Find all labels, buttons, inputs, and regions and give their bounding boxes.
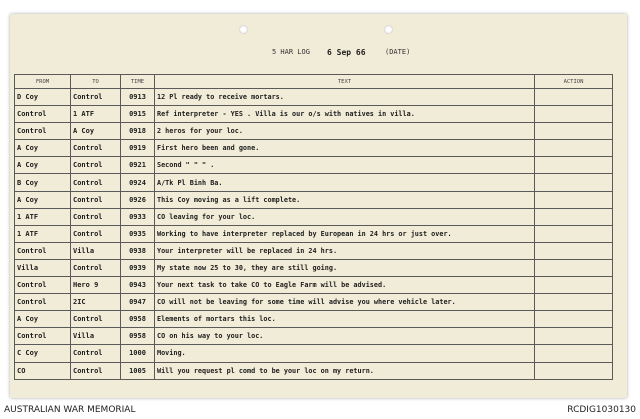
log-body <box>15 89 613 380</box>
log-cell-to: Control <box>71 345 121 362</box>
log-cell-action <box>535 208 613 225</box>
log-cell-text: Will you request pl comd to be your loc on my return. <box>155 362 535 379</box>
log-cell-action <box>535 362 613 379</box>
log-cell-from: Control <box>15 294 71 311</box>
log-cell-to: Control <box>71 362 121 379</box>
log-cell-from: Villa <box>15 259 71 276</box>
log-cell-text: This Coy moving as a lift complete. <box>155 191 535 208</box>
log-cell-time: 0933 <box>121 208 155 225</box>
punch-hole <box>384 25 393 34</box>
log-row <box>15 311 613 328</box>
log-cell-from: 1 ATF <box>15 225 71 242</box>
log-row <box>15 259 613 276</box>
log-cell-text: First hero been and gone. <box>155 140 535 157</box>
log-cell-from: CO <box>15 362 71 379</box>
log-cell-text: Your interpreter will be replaced in 24 hrs. <box>155 242 535 259</box>
log-cell-action <box>535 106 613 123</box>
log-cell-time: 1005 <box>121 362 155 379</box>
log-cell-text: Moving. <box>155 345 535 362</box>
log-cell-to: A Coy <box>71 123 121 140</box>
log-cell-text: A/Tk Pl Binh Ba. <box>155 174 535 191</box>
log-cell-time: 0938 <box>121 242 155 259</box>
log-cell-text: Working to have interpreter replaced by European in 24 hrs or just over. <box>155 225 535 242</box>
log-cell-time: 0924 <box>121 174 155 191</box>
log-cell-time: 0915 <box>121 106 155 123</box>
log-row <box>15 89 613 106</box>
log-header-row <box>15 75 613 89</box>
punch-hole <box>239 25 248 34</box>
log-cell-action <box>535 345 613 362</box>
log-cell-time: 0921 <box>121 157 155 174</box>
log-cell-from: Control <box>15 277 71 294</box>
log-row <box>15 123 613 140</box>
log-row <box>15 345 613 362</box>
log-title: 5 HAR LOG <box>272 48 310 56</box>
log-row <box>15 362 613 379</box>
log-cell-from: A Coy <box>15 191 71 208</box>
column-header-action: ACTION <box>535 75 613 89</box>
log-cell-time: 0958 <box>121 328 155 345</box>
log-row <box>15 277 613 294</box>
log-row <box>15 294 613 311</box>
log-row <box>15 328 613 345</box>
log-cell-to: 1 ATF <box>71 106 121 123</box>
log-cell-from: A Coy <box>15 157 71 174</box>
log-cell-action <box>535 225 613 242</box>
footer-id: RCDIG1030130 <box>567 405 636 415</box>
log-cell-text: CO will not be leaving for some time will advise you where vehicle later. <box>155 294 535 311</box>
log-cell-time: 0943 <box>121 277 155 294</box>
log-cell-from: D Coy <box>15 89 71 106</box>
log-cell-to: Control <box>71 311 121 328</box>
log-cell-action <box>535 157 613 174</box>
log-cell-text: Second " " " . <box>155 157 535 174</box>
log-row <box>15 242 613 259</box>
log-cell-to: Villa <box>71 242 121 259</box>
log-cell-to: Control <box>71 140 121 157</box>
column-header-to: TO <box>71 75 121 89</box>
log-cell-to: Control <box>71 208 121 225</box>
log-row <box>15 225 613 242</box>
log-cell-text: CO on his way to your loc. <box>155 328 535 345</box>
log-cell-to: Control <box>71 259 121 276</box>
log-date-value: 6 Sep 66 <box>327 48 366 57</box>
log-cell-text: Your next task to take CO to Eagle Farm will be advised. <box>155 277 535 294</box>
log-row <box>15 140 613 157</box>
log-cell-action <box>535 89 613 106</box>
log-cell-from: Control <box>15 123 71 140</box>
log-cell-text: 2 heros for your loc. <box>155 123 535 140</box>
log-cell-time: 0913 <box>121 89 155 106</box>
log-cell-action <box>535 140 613 157</box>
log-cell-text: CO leaving for your loc. <box>155 208 535 225</box>
log-cell-action <box>535 328 613 345</box>
column-header-from: FROM <box>15 75 71 89</box>
log-cell-to: Hero 9 <box>71 277 121 294</box>
log-cell-from: A Coy <box>15 311 71 328</box>
log-cell-time: 1000 <box>121 345 155 362</box>
log-cell-to: Villa <box>71 328 121 345</box>
log-cell-time: 0919 <box>121 140 155 157</box>
log-cell-action <box>535 277 613 294</box>
log-row <box>15 174 613 191</box>
log-cell-action <box>535 242 613 259</box>
log-cell-from: 1 ATF <box>15 208 71 225</box>
log-cell-text: 12 Pl ready to receive mortars. <box>155 89 535 106</box>
log-cell-to: 2IC <box>71 294 121 311</box>
log-cell-text: Elements of mortars this loc. <box>155 311 535 328</box>
log-row <box>15 191 613 208</box>
log-cell-from: B Coy <box>15 174 71 191</box>
log-cell-action <box>535 259 613 276</box>
log-cell-to: Control <box>71 191 121 208</box>
log-cell-from: A Coy <box>15 140 71 157</box>
log-cell-to: Control <box>71 157 121 174</box>
log-cell-from: Control <box>15 242 71 259</box>
log-cell-action <box>535 174 613 191</box>
log-row <box>15 157 613 174</box>
log-cell-to: Control <box>71 174 121 191</box>
log-cell-time: 0926 <box>121 191 155 208</box>
date-label: (DATE) <box>385 48 411 56</box>
log-cell-action <box>535 191 613 208</box>
log-cell-to: Control <box>71 89 121 106</box>
log-cell-from: Control <box>15 328 71 345</box>
column-header-time: TIME <box>121 75 155 89</box>
log-cell-time: 0939 <box>121 259 155 276</box>
footer-credit: AUSTRALIAN WAR MEMORIAL <box>4 405 136 415</box>
log-cell-text: Ref interpreter - YES . Villa is our o/s with natives in villa. <box>155 106 535 123</box>
log-cell-time: 0935 <box>121 225 155 242</box>
log-date <box>327 48 366 57</box>
column-header-text: TEXT <box>155 75 535 89</box>
log-cell-time: 0947 <box>121 294 155 311</box>
log-cell-action <box>535 123 613 140</box>
log-cell-text: My state now 25 to 30, they are still going. <box>155 259 535 276</box>
log-cell-time: 0918 <box>121 123 155 140</box>
log-row <box>15 106 613 123</box>
log-cell-from: C Coy <box>15 345 71 362</box>
log-cell-action <box>535 294 613 311</box>
log-cell-from: Control <box>15 106 71 123</box>
log-cell-to: Control <box>71 225 121 242</box>
log-cell-action <box>535 311 613 328</box>
log-cell-time: 0958 <box>121 311 155 328</box>
log-row <box>15 208 613 225</box>
log-table <box>14 74 613 380</box>
